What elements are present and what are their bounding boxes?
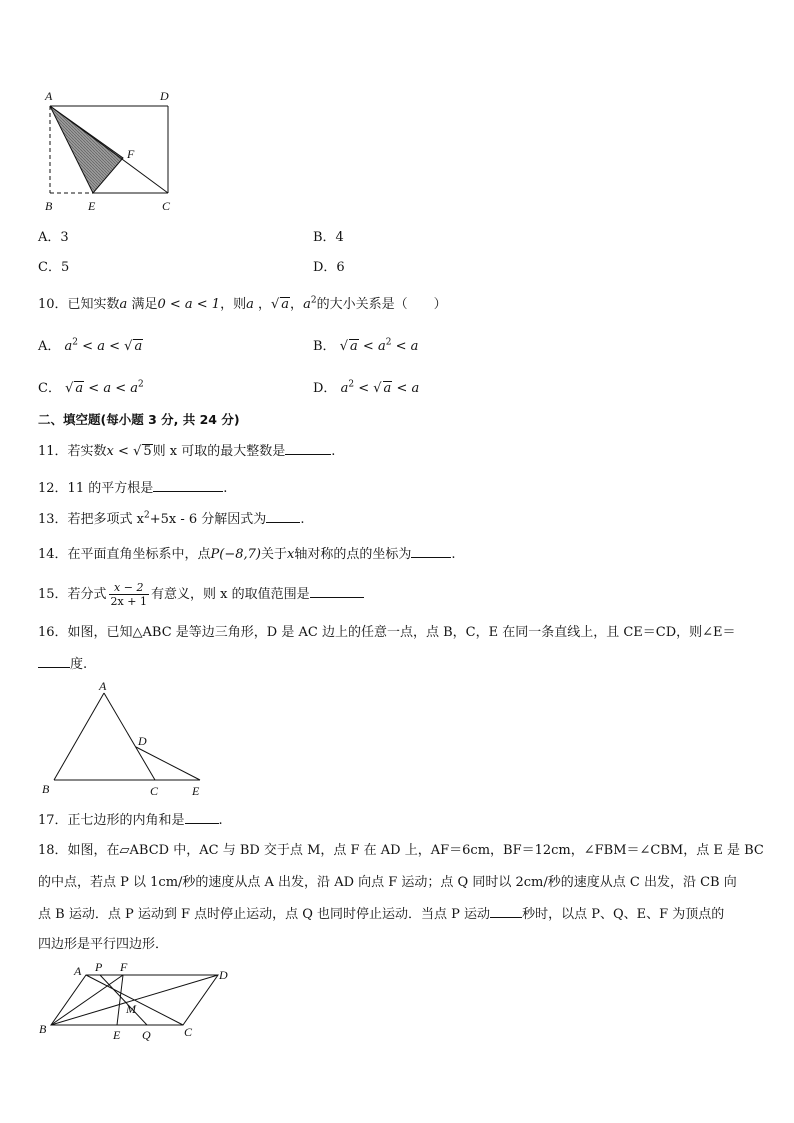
question-17: 17．正七边形的内角和是 . (38, 813, 223, 828)
label-A: A (99, 679, 107, 693)
question-13: 13．若把多项式 $x^2+5x - 6$ 分解因式为 . (38, 510, 305, 527)
label-E: E (113, 1028, 121, 1042)
label-C: C (150, 784, 159, 798)
q9-option-c: C．5 (38, 260, 70, 275)
shaded-triangle (50, 106, 123, 193)
question-18-line2: 的中点，若点 P 以 1cm/秒的速度从点 A 出发，沿 AD 向点 F 运动；点 Q 同时以 2cm/秒的速度从点 C 出发，沿 CB 向 (38, 875, 737, 890)
label-Q: Q (142, 1028, 151, 1042)
label-A: A (45, 89, 53, 103)
label-D: D (219, 968, 228, 982)
q10-option-a: A． $a^2 < a$ < √ a (38, 337, 143, 354)
q10-option-b: B． √ $a < a^2 < a$ (313, 337, 419, 354)
label-A: A (74, 964, 82, 978)
question-16-line2: 度. (38, 655, 87, 674)
parallelogram-figure (38, 960, 238, 1042)
answer-blank[interactable] (185, 811, 219, 824)
answer-blank[interactable] (310, 585, 364, 598)
answer-blank[interactable] (411, 545, 451, 558)
question-11: 11．若实数x < √ 5则 x 可取的最大整数是 . (38, 444, 336, 459)
label-M: M (126, 1002, 136, 1016)
question-18-line1: 18．如图，在▱ABCD 中，AC 与 BD 交于点 M，点 F 在 AD 上，AF＝6cm，BF＝12cm，∠FBM＝∠CBM，点 E 是 BC (38, 843, 764, 858)
label-D: D (160, 89, 169, 103)
label-P: P (95, 960, 103, 974)
answer-blank[interactable] (266, 510, 300, 523)
q9-option-a: A．3 (38, 230, 69, 245)
q10-option-d: D． $a^2$ < √ a < a (313, 379, 420, 396)
question-12: 12．11 的平方根是 . (38, 481, 228, 496)
label-B: B (45, 199, 53, 213)
label-F: F (127, 147, 135, 161)
question-15: 15．若分式 $\frac{x - 2}{2x + 1}$ 有意义，则 x 的取值范围是 (38, 581, 364, 608)
q9-option-b: B．4 (313, 230, 344, 245)
rectangle-figure (38, 86, 188, 214)
q9-option-d: D．6 (313, 260, 345, 275)
label-B: B (39, 1022, 47, 1036)
question-18-line3: 点 B 运动．点 P 运动到 F 点时停止运动，点 Q 也同时停止运动．当点 P 运动 秒时，以点 P、Q、E、F 为顶点的 (38, 907, 725, 922)
answer-blank[interactable] (490, 905, 522, 918)
answer-blank[interactable] (38, 655, 70, 668)
answer-blank[interactable] (285, 442, 331, 455)
label-C: C (162, 199, 171, 213)
question-14: 14．在平面直角坐标系中，点P(−8,7)关于x轴对称的点的坐标为 . (38, 547, 456, 562)
label-D: D (138, 734, 147, 748)
label-B: B (42, 782, 50, 796)
triangle-figure (38, 678, 218, 798)
section-heading: 二、填空题(每小题 3 分, 共 24 分) (38, 412, 240, 427)
fraction: $\frac{x - 2}{2x + 1}$ (110, 581, 147, 608)
question-10: 10．已知实数a 满足0 < a < 1，则a ，√ a，$a^2$的大小关系是（ ） (38, 295, 447, 312)
question-16-line1: 16．如图，已知△ABC 是等边三角形，D 是 AC 边上的任意一点，点 B，C，E 在同一条直线上，且 CE＝CD，则∠E＝ (38, 625, 736, 640)
label-E: E (88, 199, 96, 213)
answer-blank[interactable] (153, 479, 223, 492)
label-C: C (184, 1025, 193, 1039)
label-E: E (192, 784, 200, 798)
label-F: F (120, 960, 128, 974)
q10-option-c: C． √ $a < a < a^2$ (38, 379, 144, 396)
question-18-line4: 四边形是平行四边形． (38, 937, 169, 952)
